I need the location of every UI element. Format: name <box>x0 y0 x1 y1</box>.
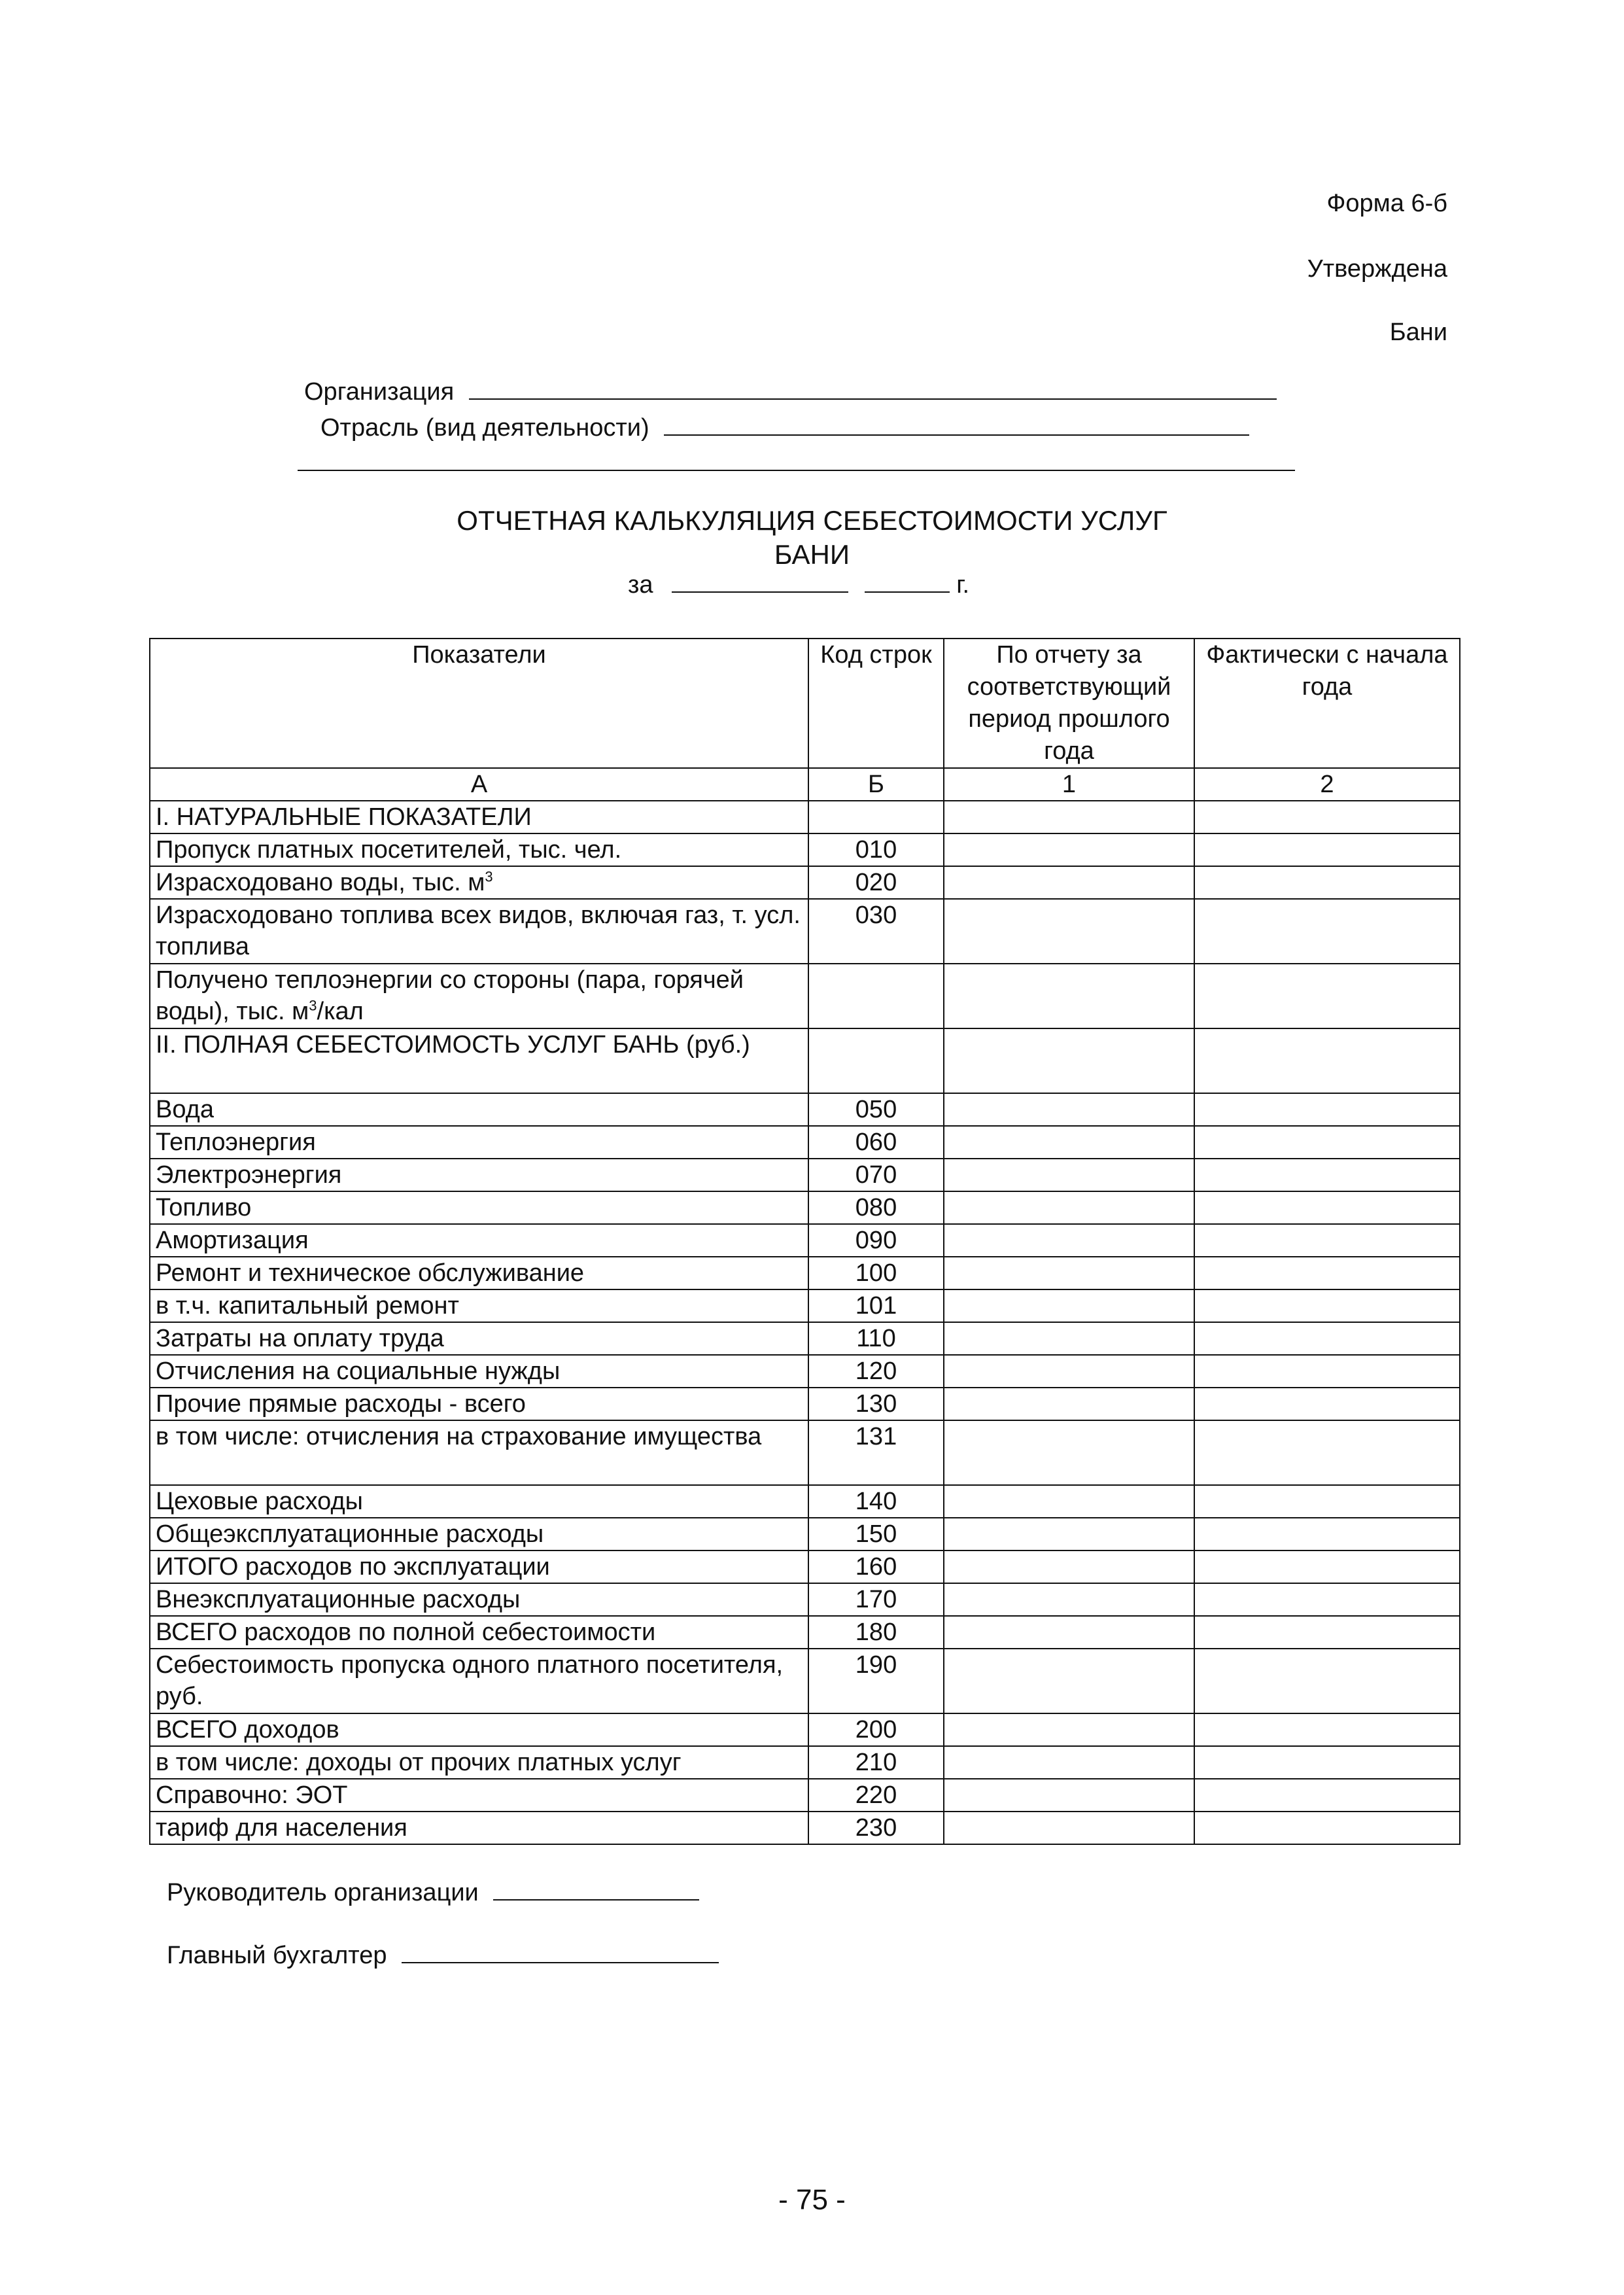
accountant-signature <box>167 1942 719 1970</box>
row-prev-year-cell[interactable] <box>944 1583 1194 1616</box>
row-code <box>808 964 944 1028</box>
row-label: Внеэксплуатационные расходы <box>150 1583 808 1616</box>
row-prev-year-cell[interactable] <box>944 1420 1194 1485</box>
row-label: Справочно: ЭОТ <box>150 1779 808 1812</box>
row-actual-cell[interactable] <box>1194 1779 1460 1812</box>
row-actual-cell[interactable] <box>1194 1257 1460 1289</box>
row-actual-cell[interactable] <box>1194 1616 1460 1649</box>
row-actual-cell[interactable] <box>1194 1746 1460 1779</box>
approved-label: Утверждена <box>1307 255 1447 283</box>
table-row <box>150 1485 1460 1518</box>
row-actual-cell[interactable] <box>1194 964 1460 1028</box>
row-code <box>808 801 944 833</box>
row-label: I. НАТУРАЛЬНЫЕ ПОКАЗАТЕЛИ <box>150 801 808 833</box>
table-row <box>150 866 1460 899</box>
row-code: 140 <box>808 1485 944 1518</box>
row-code: 010 <box>808 833 944 866</box>
row-code: 101 <box>808 1289 944 1322</box>
table-row <box>150 964 1460 1028</box>
row-actual-cell[interactable] <box>1194 1518 1460 1550</box>
row-label: тариф для населения <box>150 1812 808 1844</box>
row-actual-cell[interactable] <box>1194 1289 1460 1322</box>
letter-2: 2 <box>1194 768 1460 801</box>
period-field <box>628 571 969 599</box>
table-row <box>150 1388 1460 1420</box>
row-actual-cell[interactable] <box>1194 833 1460 866</box>
row-prev-year-cell[interactable] <box>944 1388 1194 1420</box>
row-actual-cell[interactable] <box>1194 1550 1460 1583</box>
header-prev-year: По отчету за соответствующий период прошлого года <box>944 639 1194 768</box>
row-label: Себестоимость пропуска одного платного посетителя, руб. <box>150 1649 808 1713</box>
table-row <box>150 1028 1460 1093</box>
table-row <box>150 833 1460 866</box>
row-code: 070 <box>808 1159 944 1191</box>
row-actual-cell[interactable] <box>1194 1713 1460 1746</box>
row-prev-year-cell[interactable] <box>944 833 1194 866</box>
industry-label: Отрасль (вид деятельности) <box>320 414 649 442</box>
header-indicators: Показатели <box>150 639 808 768</box>
row-label: Топливо <box>150 1191 808 1224</box>
row-prev-year-cell[interactable] <box>944 1649 1194 1713</box>
row-label: ИТОГО расходов по эксплуатации <box>150 1550 808 1583</box>
row-label: Пропуск платных посетителей, тыс. чел. <box>150 833 808 866</box>
row-label: ВСЕГО расходов по полной себестоимости <box>150 1616 808 1649</box>
table-row <box>150 1159 1460 1191</box>
row-label: Прочие прямые расходы - всего <box>150 1388 808 1420</box>
director-signature-blank[interactable] <box>493 1880 699 1901</box>
row-code: 131 <box>808 1420 944 1485</box>
row-prev-year-cell[interactable] <box>944 1779 1194 1812</box>
row-actual-cell[interactable] <box>1194 1583 1460 1616</box>
row-prev-year-cell[interactable] <box>944 1812 1194 1844</box>
row-code: 200 <box>808 1713 944 1746</box>
row-label: II. ПОЛНАЯ СЕБЕСТОИМОСТЬ УСЛУГ БАНЬ (руб.) <box>150 1028 808 1093</box>
header-actual: Фактически с начала года <box>1194 639 1460 768</box>
row-prev-year-cell[interactable] <box>944 1355 1194 1388</box>
row-actual-cell[interactable] <box>1194 1224 1460 1257</box>
row-prev-year-cell[interactable] <box>944 1257 1194 1289</box>
row-actual-cell[interactable] <box>1194 1159 1460 1191</box>
row-actual-cell[interactable] <box>1194 1322 1460 1355</box>
industry-blank[interactable] <box>664 415 1249 436</box>
table-row <box>150 1289 1460 1322</box>
table-header-row <box>150 639 1460 768</box>
report-title-line1: ОТЧЕТНАЯ КАЛЬКУЛЯЦИЯ СЕБЕСТОИМОСТИ УСЛУГ <box>457 505 1167 536</box>
table-row <box>150 1093 1460 1126</box>
industry-field <box>320 414 1249 442</box>
header-code: Код строк <box>808 639 944 768</box>
row-label: Израсходовано топлива всех видов, включая газ, т. усл. топлива <box>150 899 808 964</box>
row-label: Амортизация <box>150 1224 808 1257</box>
row-prev-year-cell[interactable] <box>944 801 1194 833</box>
row-code: 190 <box>808 1649 944 1713</box>
row-code: 020 <box>808 866 944 899</box>
row-label: Цеховые расходы <box>150 1485 808 1518</box>
row-label: Электроэнергия <box>150 1159 808 1191</box>
row-code: 180 <box>808 1616 944 1649</box>
row-actual-cell[interactable] <box>1194 801 1460 833</box>
row-actual-cell[interactable] <box>1194 1191 1460 1224</box>
accountant-label: Главный бухгалтер <box>167 1942 387 1969</box>
row-actual-cell[interactable] <box>1194 1485 1460 1518</box>
table-row <box>150 1518 1460 1550</box>
table-row <box>150 801 1460 833</box>
row-prev-year-cell[interactable] <box>944 1518 1194 1550</box>
extra-blank-line[interactable] <box>298 470 1295 471</box>
calculation-table <box>149 638 1460 1845</box>
form-number: Форма 6-б <box>1326 190 1447 217</box>
table-row <box>150 1779 1460 1812</box>
department-label: Бани <box>1389 319 1447 346</box>
row-prev-year-cell[interactable] <box>944 1126 1194 1159</box>
table-row <box>150 1583 1460 1616</box>
row-prev-year-cell[interactable] <box>944 1028 1194 1093</box>
row-code: 050 <box>808 1093 944 1126</box>
row-label: Теплоэнергия <box>150 1126 808 1159</box>
row-prev-year-cell[interactable] <box>944 1224 1194 1257</box>
row-prev-year-cell[interactable] <box>944 1093 1194 1126</box>
row-actual-cell[interactable] <box>1194 1420 1460 1485</box>
row-prev-year-cell[interactable] <box>944 1485 1194 1518</box>
period-blank-2[interactable] <box>865 572 950 593</box>
director-label: Руководитель организации <box>167 1879 479 1906</box>
row-code: 230 <box>808 1812 944 1844</box>
table-row <box>150 1550 1460 1583</box>
row-prev-year-cell[interactable] <box>944 1713 1194 1746</box>
row-label: в т.ч. капитальный ремонт <box>150 1289 808 1322</box>
row-label: Ремонт и техническое обслуживание <box>150 1257 808 1289</box>
row-code: 130 <box>808 1388 944 1420</box>
row-label: Вода <box>150 1093 808 1126</box>
table-row <box>150 1191 1460 1224</box>
table-row <box>150 1322 1460 1355</box>
row-prev-year-cell[interactable] <box>944 964 1194 1028</box>
row-code: 150 <box>808 1518 944 1550</box>
row-code: 030 <box>808 899 944 964</box>
row-code: 080 <box>808 1191 944 1224</box>
row-code <box>808 1028 944 1093</box>
organization-field <box>304 378 1277 406</box>
row-actual-cell[interactable] <box>1194 1355 1460 1388</box>
table-row <box>150 1257 1460 1289</box>
row-prev-year-cell[interactable] <box>944 899 1194 964</box>
row-actual-cell[interactable] <box>1194 1649 1460 1713</box>
letter-b: Б <box>808 768 944 801</box>
row-code: 060 <box>808 1126 944 1159</box>
row-label: ВСЕГО доходов <box>150 1713 808 1746</box>
organization-blank[interactable] <box>469 379 1277 400</box>
row-code: 220 <box>808 1779 944 1812</box>
period-blank-1[interactable] <box>672 572 848 593</box>
table-row <box>150 1224 1460 1257</box>
row-prev-year-cell[interactable] <box>944 1550 1194 1583</box>
row-code: 100 <box>808 1257 944 1289</box>
column-letters-row <box>150 768 1460 801</box>
row-actual-cell[interactable] <box>1194 1812 1460 1844</box>
row-label: Отчисления на социальные нужды <box>150 1355 808 1388</box>
row-prev-year-cell[interactable] <box>944 1746 1194 1779</box>
row-actual-cell[interactable] <box>1194 1028 1460 1093</box>
table-row <box>150 1649 1460 1713</box>
row-code: 210 <box>808 1746 944 1779</box>
row-label: Получено теплоэнергии со стороны (пара, горячей воды), тыс. $м^3$/кал <box>150 964 808 1028</box>
row-prev-year-cell[interactable] <box>944 1289 1194 1322</box>
row-actual-cell[interactable] <box>1194 1126 1460 1159</box>
row-prev-year-cell[interactable] <box>944 866 1194 899</box>
period-prefix: за <box>628 571 653 599</box>
row-actual-cell[interactable] <box>1194 1093 1460 1126</box>
accountant-signature-blank[interactable] <box>402 1942 719 1963</box>
table-row <box>150 899 1460 964</box>
row-code: 110 <box>808 1322 944 1355</box>
table-row <box>150 1746 1460 1779</box>
row-code: 090 <box>808 1224 944 1257</box>
organization-label: Организация <box>304 378 455 406</box>
letter-1: 1 <box>944 768 1194 801</box>
row-prev-year-cell[interactable] <box>944 1616 1194 1649</box>
table-row <box>150 1616 1460 1649</box>
row-prev-year-cell[interactable] <box>944 1322 1194 1355</box>
row-code: 120 <box>808 1355 944 1388</box>
period-suffix: г. <box>956 571 970 599</box>
page-number: - 75 - <box>778 2184 846 2216</box>
row-actual-cell[interactable] <box>1194 866 1460 899</box>
row-label: Затраты на оплату труда <box>150 1322 808 1355</box>
table-row <box>150 1355 1460 1388</box>
table-row <box>150 1420 1460 1485</box>
row-code: 160 <box>808 1550 944 1583</box>
row-prev-year-cell[interactable] <box>944 1159 1194 1191</box>
director-signature <box>167 1879 699 1907</box>
row-code: 170 <box>808 1583 944 1616</box>
letter-a: А <box>150 768 808 801</box>
table-row <box>150 1126 1460 1159</box>
row-actual-cell[interactable] <box>1194 899 1460 964</box>
row-label: в том числе: отчисления на страхование имущества <box>150 1420 808 1485</box>
row-label: Общеэксплуатационные расходы <box>150 1518 808 1550</box>
row-label: Израсходовано воды, тыс. $м^3$ <box>150 866 808 899</box>
row-prev-year-cell[interactable] <box>944 1191 1194 1224</box>
table-row <box>150 1812 1460 1844</box>
row-actual-cell[interactable] <box>1194 1388 1460 1420</box>
row-label: в том числе: доходы от прочих платных услуг <box>150 1746 808 1779</box>
table-row <box>150 1713 1460 1746</box>
report-title-line2: БАНИ <box>774 539 850 570</box>
report-title <box>0 504 1624 572</box>
